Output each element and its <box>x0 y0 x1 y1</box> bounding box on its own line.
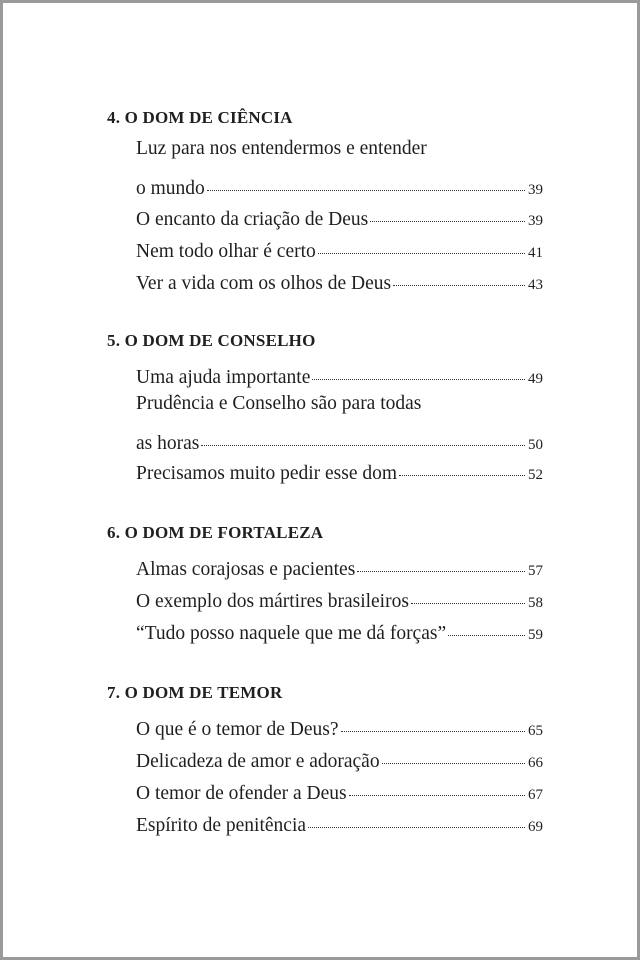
entry-title: O exemplo dos mártires brasileiros <box>136 591 409 612</box>
page-number: 67 <box>528 787 543 803</box>
toc-entry <box>136 393 543 455</box>
entry-title: Almas corajosas e pacientes <box>136 559 356 580</box>
page-number: 58 <box>528 595 543 611</box>
page-number: 69 <box>528 819 543 835</box>
dot-leader <box>318 252 525 254</box>
entry-title: o mundo <box>136 178 205 199</box>
entry-title: O temor de ofender a Deus <box>136 783 347 804</box>
dot-leader <box>357 570 525 572</box>
toc-entry <box>136 713 543 741</box>
entry-title: as horas <box>136 433 200 454</box>
dot-leader <box>341 730 525 732</box>
dot-leader <box>399 474 525 476</box>
dot-leader <box>201 444 525 446</box>
page-number: 39 <box>528 182 543 198</box>
page-number: 57 <box>528 563 543 579</box>
page-number: 66 <box>528 755 543 771</box>
entry-title: Espírito de penitência <box>136 815 307 836</box>
dot-leader <box>207 189 525 191</box>
entry-title-line1: Luz para nos entendermos e entender <box>136 138 427 159</box>
dot-leader <box>448 634 525 636</box>
entry-title: Precisamos muito pedir esse dom <box>136 463 398 484</box>
page-number: 49 <box>528 371 543 387</box>
toc-entry <box>136 777 543 805</box>
dot-leader <box>312 378 525 380</box>
toc-entry <box>136 809 543 837</box>
entry-title: “Tudo posso naquele que me dá forças” <box>136 623 447 644</box>
toc-entry <box>136 203 543 231</box>
page-number: 41 <box>528 245 543 261</box>
entry-title-line1: Prudência e Conselho são para todas <box>136 393 422 414</box>
toc-entry <box>136 745 543 773</box>
dot-leader <box>382 762 525 764</box>
entry-title: O que é o temor de Deus? <box>136 719 339 740</box>
page-number: 59 <box>528 627 543 643</box>
dot-leader <box>370 220 525 222</box>
dot-leader <box>308 826 525 828</box>
toc-entry <box>136 267 543 295</box>
entry-title: Delicadeza de amor e adoração <box>136 751 380 772</box>
entry-title: Nem todo olhar é certo <box>136 241 316 262</box>
toc-entry <box>136 617 543 645</box>
entry-title: O encanto da criação de Deus <box>136 209 369 230</box>
section-title: 4. O DOM DE CIÊNCIA <box>107 108 293 127</box>
page-number: 50 <box>528 437 543 453</box>
toc-entry <box>136 585 543 613</box>
page-number: 52 <box>528 467 543 483</box>
toc-entry <box>136 553 543 581</box>
dot-leader <box>349 794 525 796</box>
toc-entry <box>136 457 543 485</box>
toc-entry <box>136 361 543 389</box>
section-title: 7. O DOM DE TEMOR <box>107 683 283 702</box>
entry-title: Ver a vida com os olhos de Deus <box>136 273 392 294</box>
section-title: 6. O DOM DE FORTALEZA <box>107 523 324 542</box>
dot-leader <box>411 602 525 604</box>
toc-entry <box>136 138 543 200</box>
section-title: 5. O DOM DE CONSELHO <box>107 331 316 350</box>
dot-leader <box>393 284 525 286</box>
page-number: 39 <box>528 213 543 229</box>
toc-entry <box>136 235 543 263</box>
entry-title: Uma ajuda importante <box>136 367 311 388</box>
page-number: 65 <box>528 723 543 739</box>
page-number: 43 <box>528 277 543 293</box>
